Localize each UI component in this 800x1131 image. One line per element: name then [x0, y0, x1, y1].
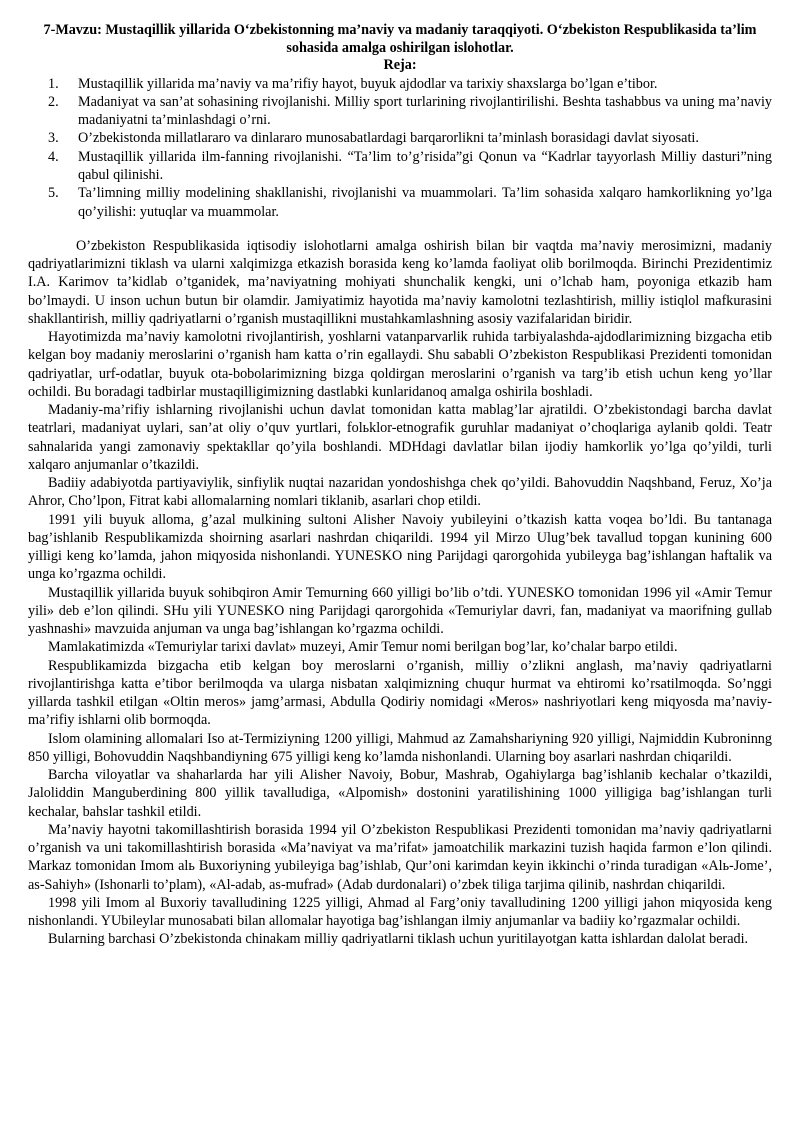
- paragraph: Mustaqillik yillarida buyuk sohibqiron Amir Temurning 660 yilligi bo’lib o’tdi. YUNESKO tomonidan 1996 yil «Amir Temur yili» deb e’lon qilindi. SHu yili YUNESKO ning Parijdagi qarorgohida «Temuriylar davri, fan, madaniyat va maorifning gullab yashnashi» mavzuida anjuman va unga bag’ishlangan ko’rgazma ochildi.: [28, 584, 772, 638]
- plan-item-number: 2.: [48, 93, 59, 110]
- plan-heading: Reja:: [383, 57, 417, 73]
- paragraph: O’zbekiston Respublikasida iqtisodiy islohotlarni amalga oshirish bilan bir vaqtda ma’naviy merosimizni, madaniy qadriyatlarimizni tiklash va ularni xalqimizga etkazish borasida keng ko’lamda faoliyat olib borilmoqda. Birinchi Prezidentimiz I.A. Karimov ta’kidlab o’tganidek, ma’naviyatning mohiyati shunchalik kengki, uni o’lchab ham, poyoniga etkazib ham bo’lmaydi. U inson uchun butun bir olamdir. Jamiyatimiz hayotida ma’naviy kamolotni tezlashtirish, milliy istiqlol mafkurasini shakllantirish, milliy qadriyatlarni o’rganish mustaqillikni mustahkamlashning asosiy vazifalaridan biridir.: [28, 237, 772, 327]
- paragraph: Bularning barchasi O’zbekistonda chinakam milliy qadriyatlarni tiklash uchun yuritilayotgan katta ishlardan dalolat beradi.: [48, 931, 749, 948]
- plan-item-text: Mustaqillik yillarida ma’naviy va ma’rifiy hayot, buyuk ajdodlar va tarixiy shaxslarga bo’lgan e’tibor.: [78, 75, 658, 92]
- paragraph: Barcha viloyatlar va shaharlarda har yili Alisher Navoiy, Bobur, Mashrab, Ogahiylarga bag’ishlanib kechalar o’tkazildi, Jaloliddin Manguberdining 800 yillik tavalludiga, «Alpomish» dostonini yaratilishining 1000 yilligiga bag’ishlangan turli kechalar, bahslar tashkil etildi.: [28, 767, 772, 820]
- paragraph: Mamlakatimizda «Temuriylar tarixi davlat» muzeyi, Amir Temur nomi berilgan bog’lar, ko’chalar barpo etildi.: [48, 639, 678, 656]
- plan-item: [28, 129, 772, 147]
- plan-item-number: 3.: [48, 130, 59, 147]
- plan-item-number: 4.: [48, 148, 59, 165]
- paragraph: Respublikamizda bizgacha etib kelgan boy meroslarni o’rganish, milliy o’zlikni anglash, ma’naviy qadriyatlarni rivojlantirishga katta e’tibor berilmoqda va ularga nisbatan xalqimizning chuqur hurmat va ehtiromi ko’rsatilmoqda. So’nggi yillarda tashkil etilgan «Oltin meros» jamg’armasi, Abdulla Qodiriy nomidagi «Meros» nashriyotlari keng miqyosda ma’naviy-ma’rifiy ishlarni olib bormoqda.: [28, 657, 772, 729]
- plan-item-text: Mustaqillik yillarida ilm-fanning rivojlanishi. “Ta’lim to’g’risida”gi Qonun va “Kadrlar tayyorlash Milliy dasturi”ning qabul qilinishi.: [78, 148, 772, 183]
- plan-item: [28, 75, 772, 93]
- plan-item: [28, 93, 772, 130]
- plan-item-text: Ta’limning milliy modelining shakllanishi, rivojlanishi va muammolari. Ta’lim sohasida xalqaro hamkorlikning yo’lga qo’yilishi: yutuqlar va muammolar.: [78, 185, 772, 220]
- plan-item: [28, 148, 772, 185]
- plan-item: [28, 184, 772, 221]
- body-text: [28, 237, 772, 949]
- plan-item-text: Madaniyat va san’at sohasining rivojlanishi. Milliy sport turlarining rivojlantirilishi. Beshta tashabbus va uning ma’naviy madaniyatni ta’minlashdagi o’rni.: [78, 93, 772, 129]
- plan-item-text: O’zbekistonda millatlararo va dinlararo munosabatlardagi barqarorlikni ta’minlash borasidagi davlat siyosati.: [78, 130, 699, 147]
- paragraph: Hayotimizda ma’naviy kamolotni rivojlantirish, yoshlarni vatanparvarlik ruhida tarbiyalashda-ajdodlarimizning bizgacha etib kelgan boy madaniy meroslarini o’rganish ham katta o’rin egallaydi. Shu sababli O’zbekiston Respublikasi Prezidenti tomonidan qadriyatlar, urf-odatlar, buyuk ota-bobolarimizning bizga qoldirgan meroslarini o’rganish va targ’ib etish uchun keng yo’llar ochildi. Bu boradagi tadbirlar mustaqilligimizning dastlabki kunlaridanoq amalga oshirila boshladi.: [28, 329, 772, 400]
- paragraph: Ma’naviy hayotni takomillashtirish borasida 1994 yil O’zbekiston Respublikasi Prezidenti tomonidan ma’naviy qadriyatlarni o’rganish va uni takomillashtirish borasida «Ma’naviyat va ma’rifat» jamoatchilik markazini tuzish haqida farmon e’lon qilindi. Markaz tomonidan Imom alь Buxoriyning yubileyiga bag’ishlab, Qur’oni karimdan keyin ikkinchi o’rinda turadigan «Alь-Jome’, as-Sahiyh» (Ishonarli to’plam), «Al-adab, as-mufrad» (Adab durdonalari) o’zbek tiliga tarjima qilinib, nashrdan chiqarildi.: [28, 821, 772, 893]
- paragraph: Islom olamining allomalari Iso at-Termiziyning 1200 yilligi, Mahmud az Zamahshariyning 920 yilligi, Najmiddin Kubroninng 850 yilligi, Bohovuddin Naqshbandiyning 675 yilligi keng ko’lamda nishonlandi. Ularning boy asarlari nashrdan chiqarildi.: [28, 730, 772, 765]
- paragraph: Madaniy-ma’rifiy ishlarning rivojlanishi uchun davlat tomonidan katta mablag’lar ajratildi. O’zbekistondagi barcha davlat teatrlari, madaniyat uylari, san’at oliy o’quv yurtlari, folьklor-etnografik guruhlar madaniyat o’choqlariga aylanib qoldi. Teatr sahnalarida yangi zamonaviy spektakllar qo’yila boshlandi. MDHdagi davlatlar bilan ijodiy hamkorlik yo’lga qo’yildi, turli xalqaro anjumanlar o’tkazildi.: [28, 402, 772, 473]
- document-title: 7-Mavzu: Mustaqillik yillarida O‘zbekistonning ma’naviy va madaniy taraqqiyoti. O‘zbekiston Respublikasida ta’lim sohasida amalga oshirilgan islohotlar.: [43, 22, 757, 56]
- plan-list: [28, 75, 772, 221]
- paragraph: 1991 yili buyuk alloma, g’azal mulkining sultoni Alisher Navoiy yubileyini o’tkazish katta voqea bo’ldi. Bu tantanaga bag’ishlanib Respublikamizda shoirning asarlari nashrdan chiqarildi. 1994 yil Mirzo Ulug’bek tavallud topgan kunining 600 yilligi keng ko’lamda, jahon miqyosida nishonlandi. YUNESKO ning Parijdagi qarorgohida yubileyga bag’ishlangan haftalik va unga ko’rgazma ochildi.: [28, 511, 772, 583]
- paragraph: Badiiy adabiyotda partiyaviylik, sinfiylik nuqtai nazaridan yondoshishga chek qo’yildi. Bahovuddin Naqshband, Feruz, Xo’ja Ahror, Cho’lpon, Fitrat kabi allomalarning nomlari tiklanib, asarlari chop etildi.: [28, 475, 772, 510]
- plan-item-number: 1.: [48, 75, 59, 92]
- paragraph: 1998 yili Imom al Buxoriy tavalludining 1225 yilligi, Ahmad al Farg’oniy tavalludining 1200 yilligi jahon miqyosida keng nishonlandi. YUbileylar munosabati bilan allomalar hayotiga bag’ishlangan ilmiy anjumanlar va badiiy ko’rgazmalar ochildi.: [28, 894, 772, 930]
- spacer: [28, 221, 772, 237]
- plan-item-number: 5.: [48, 185, 59, 202]
